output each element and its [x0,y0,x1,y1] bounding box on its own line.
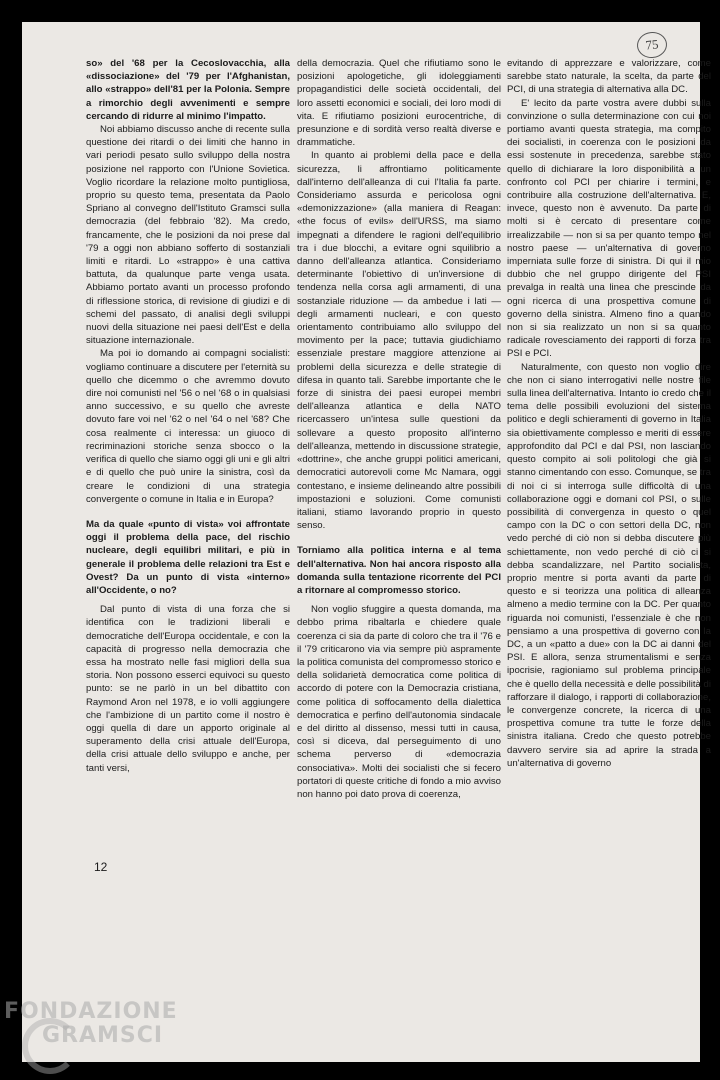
paragraph: evitando di apprezzare e valorizzare, come sarebbe stato naturale, la scelta, da parte del PCI, di una strategia di alternativa alla DC. [507,58,711,96]
interview-question: Torniamo alla politica interna e al tema dell'alternativa. Non hai ancora risposto alla domanda sulla tentazione ricorrente del PCI a ritornare al compromesso storico. [297,545,501,596]
paragraph: In quanto ai problemi della pace e della sicurezza, li affrontiamo politicamente dall'interno dell'alleanza di cui l'Italia fa parte. Consideriamo assurda e pericolosa ogni «demonizzazione» (alla maniera di Reagan: «the focus of evils» dell'URSS, ma siamo impegnati a difendere le ragioni dell'equilibrio tra i due blocchi, a evitare ogni squilibrio a danno dell'alleanza atlantica. Consideriamo determinante l'obiettivo di un'inversione di tendenza nella corsa agli armamenti, di una sostanziale riduzione — da ambedue i lati — degli armamenti nucleari, e con questo orientamento contribuiamo allo sviluppo del movimento per la pace; tuttavia giudichiamo essenziale prestare maggiore attenzione ai problemi della sicurezza e delle strategie di difesa in quanto tali. Sarebbe importante che le forze di sinistra dei paesi europei membri dell'alleanza atlantica e della NATO ricercassero un'intesa sulle questioni da sollevare a questo proposito all'interno dell'alleanza, mettendo in discussione strategie, «dottrine», che anche gruppi politici americani, democratici autorevoli come Mc Namara, oggi contestano, e insieme delineando altre possibili impostazioni e soluzioni. Come comunisti italiani, stiamo lavorando proprio in questo senso. [297,150,501,532]
text-column-3 [507,57,711,847]
paragraph: Ma poi io domando ai compagni socialisti: vogliamo continuare a discutere per l'eternità su quello che dicemmo o che avremmo dovuto dire noi comunisti nel '56 o nel '68 o in qualsiasi anno successivo, e su quello che avreste dovuto fare voi nel '62 o nel '64 o nel '68? Che cosa realmente ci interessa: un giuoco di recriminazioni storiche senza sbocco o la verifica di quello che siamo oggi gli uni e gli altri e di quello che può unire la sinistra, così da creare le condizioni di una strategia convergente o comune in Italia e in Europa? [86,348,290,505]
paragraph: della democrazia. Quel che rifiutiamo sono le posizioni apologetiche, gli idoleggiamenti propagandistici delle società occidentali, del loro assetti economici e sociali, dei loro modi di vita. E rifiutiamo posizioni eurocentriche, di presunzione e di sordità verso realtà diverse e drammatiche. [297,58,501,149]
paragraph: Naturalmente, con questo non voglio dire che non ci siano interrogativi nelle nostre file sulla linea dell'alternativa. Intanto io credo che il tema delle possibili evoluzioni del sistema politico e degli schieramenti di governo in Italia sia obiettivamente complesso e meriti di essere approfondito dal PCI e dal PSI, non lasciando questo compito ai soli politologi che già si stanno cimentando con esso. Comunque, se tra di noi ci si interroga sulle difficoltà di una collaborazione oggi e domani col PSI, o sulle possibilità di convergenza in questo o quel campo con la DC o con settori della DC, non vedo perché di ciò non si debba discutere più schiettamente, non vedo perché di ciò ci si debba scandalizzare, nel Partito socialista, proprio mentre si porta avanti da parte di questo e si teorizza una politica di alleanza almeno a medio termine con la DC. Per quanto riguarda noi comunisti, l'essenziale è che non pensiamo a una prospettiva di governo con la DC, a un «patto a due» con la DC ai danni del PSI. E allora, senza strumentalismi e senza ipocrisie, ragioniamo sul problema principale che è quello della necessità e delle possibilità di rafforzare il dialogo, i rapporti di collaborazione, le convergenze concrete, la ricerca di una prospettiva comune tra tutte le forze della sinistra italiana. Credo che questo potrebbe davvero servire sia ad aprire la strada a un'alternativa di governo [507,361,711,769]
text-column-2 [297,57,501,847]
page-number: 12 [94,860,108,874]
column-lead-paragraph: so» del '68 per la Cecoslovacchia, alla «dissociazione» del '79 per l'Afghanistan, allo «strappo» dell'81 per la Polonia. Sempre a rimorchio degli avvenimenti e sempre cercando di ridurre al minimo l'impatto. [86,58,290,122]
scanned-page [22,22,711,1062]
paragraph: Noi abbiamo discusso anche di recente sulla questione dei ritardi o dei limiti che hanno in vari periodi pesato sullo sviluppo della nostra posizione nel rapporto con l'Unione Sovietica. Voglio ricordare la relazione molto puntigliosa, proprio su questo tema, presentata da Paolo Spriano al convegno dell'Istituto Gramsci sulla democrazia (del febbraio '82). Ma credo, francamente, che le posizioni da noi prese dal '79 a oggi non abbiano sofferto di sostanziali limiti e ritardi. Lo «strappo» è una cattiva battuta, da qualunque parte venga usata. Abbiamo portato avanti un processo profondo di riflessione storica, di revisione di giudizi e di schemi del passato, di analisi degli sviluppi nuovi della situazione nei paesi dell'Est e della situazione internazionale. [86,124,290,347]
paragraph: Non voglio sfuggire a questa domanda, ma debbo prima ribaltarla e chiedere quale coerenza ci sia da parte di coloro che tra il '76 e il '79 criticarono via via sempre più aspramente la politica comunista del compromesso storico e della solidarietà democratica come politica di accordo di potere con la Democrazia cristiana, come politica di soffocamento della dialettica democratica e perfino dell'autonomia sindacale e del diritto al dissenso, messi tutti in causa, così si diceva, dal perseguimento di uno schema perverso di «democrazia consociativa». Molti dei socialisti che si fecero portatori di queste critiche di fondo a mio avviso non hanno poi dato prova di coerenza, [297,604,501,800]
interview-question: Ma da quale «punto di vista» voi affrontate oggi il problema della pace, del rischio nucleare, degli equilibri militari, e più in generale il problema delle relazioni tra Est e Ovest? Da un punto di vista «interno» all'Occidente, o no? [86,518,290,596]
watermark [4,1000,178,1048]
watermark-line-1: FONDAZIONE [4,999,178,1024]
text-column-1 [86,57,290,827]
watermark-line-2: GRAMSCI [42,1023,164,1048]
archive-stamp: 75 [636,31,669,60]
paragraph: E' lecito da parte vostra avere dubbi sulla convinzione o sulla determinazione con cui noi portiamo avanti questa strategia, ma compito dei socialisti, in coerenza con le posizioni da essi sostenute in precedenza, sarebbe stato quello di dichiarare la loro disponibilità a un confronto col PCI per chiarire i termini, e contribuire alla costruzione dell'alternativa. E, invece, questo non è avvenuto. Da parte di molti si è cercato di presentare come irrealizzabile — non si sa per quanto tempo nel nostro paese — un'alternativa di governo imperniata sulle forze di sinistra. Di qui il mio dubbio che nel gruppo dirigente del PSI prevalga in realtà una linea che prescinde da ogni ricerca di una prospettiva comune di governo della sinistra. Almeno fino a quando non si sia realizzato un non si sa quanto radicale rovesciamento dei rapporti di forza tra PSI e PCI. [507,97,711,360]
paragraph: Dal punto di vista di una forza che si identifica con le tradizioni liberali e democratiche dell'Europa occidentale, e con la capacità di progresso nella democrazia che essa ha mostrato nelle fasi migliori della sua storia. Non possono esserci equivoci su questo punto: se ne parlò in un bel dibattito con Raymond Aron nel 1978, e io volli aggiungere che l'ambizione di un partito come il nostro è oggi quella di dare un apporto originale al superamento della crisi attuale dell'Europa, della crisi attuale dello sviluppo e anche, per tanti versi, [86,604,290,774]
